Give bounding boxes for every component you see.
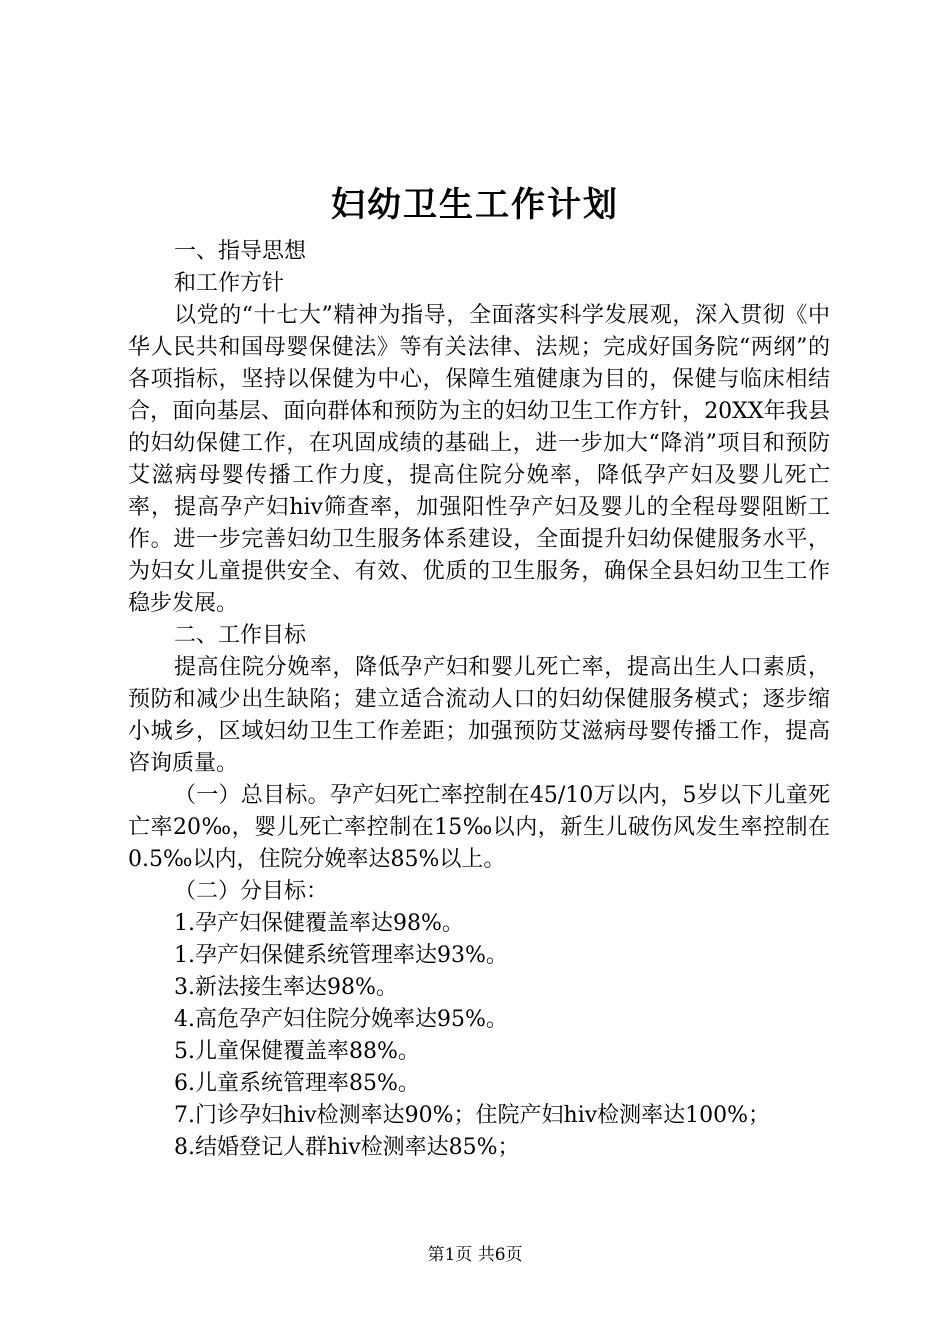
- paragraph-work-goals: 提高住院分娩率，降低孕产妇和婴儿死亡率，提高出生人口素质，预防和减少出生缺陷；建立适合流动人口的妇幼保健服务模式；逐步缩小城乡，区域妇幼卫生工作差距；加强预防艾滋病母婴传播工作，提高咨询质量。: [128, 655, 830, 776]
- section-heading-work-policy: 和工作方针: [174, 271, 285, 296]
- document-title: 妇幼卫生工作计划: [331, 185, 619, 225]
- paragraph-overall-goal: （一）总目标。孕产妇死亡率控制在45/10万以内，5岁以下儿童死亡率20‰，婴儿死亡率控制在15‰以内，新生儿破伤风发生率控制在0.5‰以内，住院分娩率达85%以上。: [128, 783, 830, 872]
- list-item: 3.新法接生率达98%。: [174, 975, 398, 1000]
- list-item: 8.结婚登记人群hiv检测率达85%；: [174, 1135, 520, 1160]
- list-item: 1.孕产妇保健系统管理率达93%。: [174, 943, 508, 968]
- list-item: 1.孕产妇保健覆盖率达98%。: [174, 911, 464, 936]
- subheading-sub-goals: （二）分目标：: [174, 879, 329, 904]
- section-heading-work-goals: 二、工作目标: [174, 623, 307, 648]
- list-item: 7.门诊孕妇hiv检测率达90%；住院产妇hiv检测率达100%；: [174, 1103, 771, 1128]
- list-item: 5.儿童保健覆盖率88%。: [174, 1039, 420, 1064]
- list-item: 4.高危孕产妇住院分娩率达95%。: [174, 1007, 508, 1032]
- document-body: [128, 236, 830, 1164]
- page-footer: 第1页 共6页: [427, 1245, 523, 1265]
- paragraph-guiding-ideology: 以党的“十七大”精神为指导，全面落实科学发展观，深入贯彻《中华人民共和国母婴保健法》等有关法律、法规；完成好国务院“两纲”的各项指标，坚持以保健为中心，保障生殖健康为目的，保健与临床相结合，面向基层、面向群体和预防为主的妇幼卫生工作方针，20XX年我县的妇幼保健工作，在巩固成绩的基础上，进一步加大“降消”项目和预防艾滋病母婴传播工作力度，提高住院分娩率，降低孕产妇及婴儿死亡率，提高孕产妇hiv筛查率，加强阳性孕产妇及婴儿的全程母婴阻断工作。进一步完善妇幼卫生服务体系建设，全面提升妇幼保健服务水平，为妇女儿童提供安全、有效、优质的卫生服务，确保全县妇幼卫生工作稳步发展。: [128, 303, 830, 616]
- list-item: 6.儿童系统管理率85%。: [174, 1071, 420, 1096]
- section-heading-guiding-ideology: 一、指导思想: [174, 239, 307, 264]
